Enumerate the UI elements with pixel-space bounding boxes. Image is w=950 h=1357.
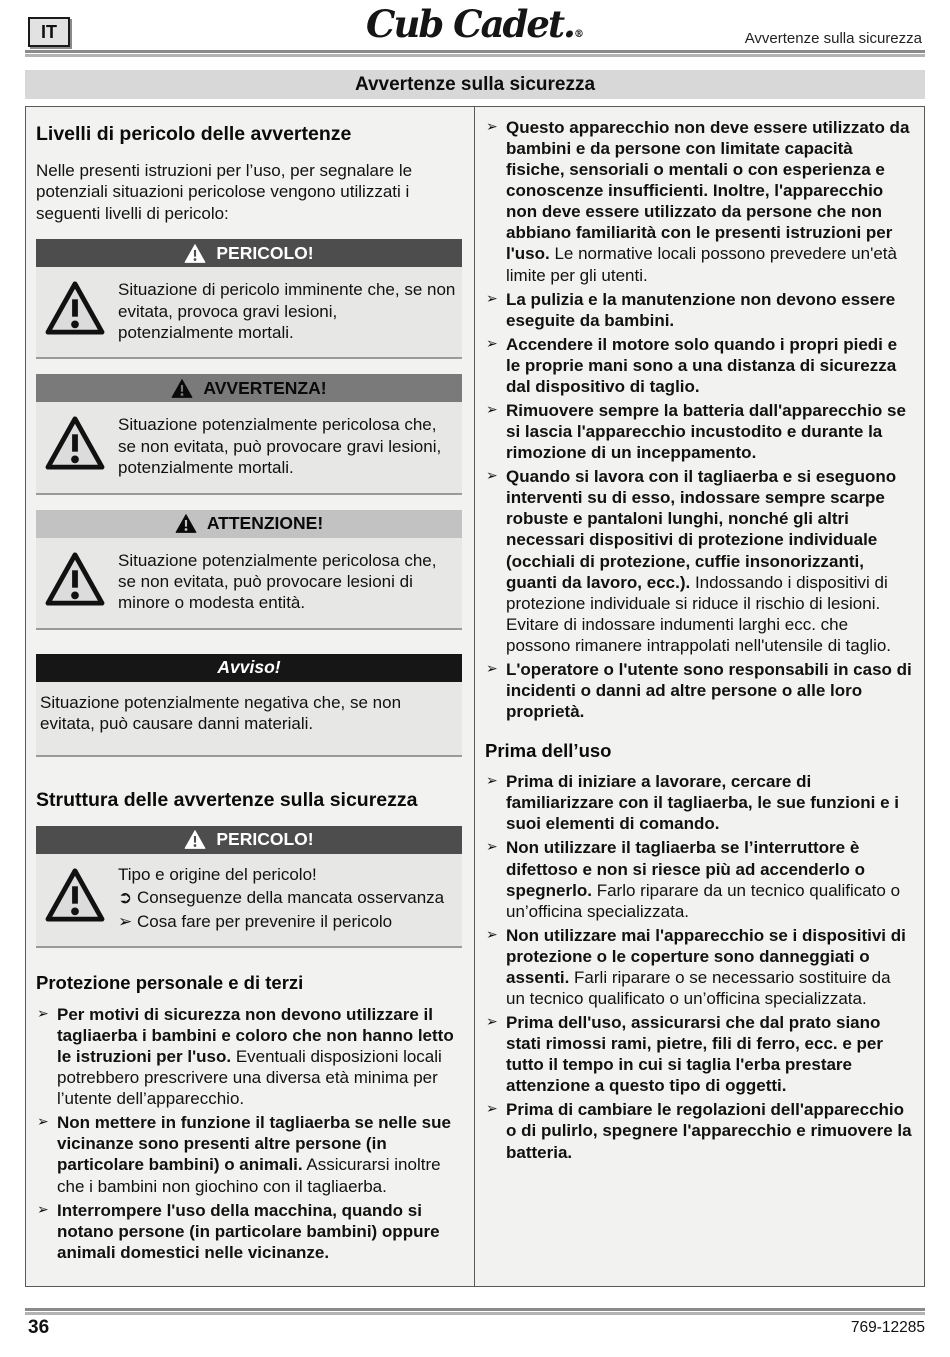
list-item bbox=[36, 1004, 462, 1109]
warning-box-avviso bbox=[36, 654, 462, 757]
warning-body bbox=[36, 267, 462, 357]
page-header bbox=[0, 0, 950, 57]
warning-triangle-icon bbox=[42, 277, 108, 343]
warning-bar-attenzione bbox=[36, 510, 462, 538]
warning-bar-avvertenza bbox=[36, 374, 462, 402]
protection-list-left bbox=[36, 1004, 462, 1263]
consequence-arrow-icon: ➲ bbox=[118, 888, 133, 908]
warning-level-label: PERICOLO! bbox=[216, 242, 314, 263]
list-item-bold: Questo apparecchio non deve essere utilizzato da bambini e da persone con limitate capacità fisiche, sensoriali o mentali o con esperienza e conoscenze insufficienti. Inoltre, l'apparecchio non deve essere utilizzato da persone che non abbiano familiarità con le presenti istruzioni per l'uso. bbox=[506, 118, 910, 264]
example-prevention-line bbox=[118, 911, 444, 932]
warning-body bbox=[36, 854, 462, 946]
list-item-bold: Accendere il motore solo quando i propri piedi e le proprie mani sono a una distanza di sicurezza dal dispositivo di taglio. bbox=[506, 334, 898, 396]
section-heading-structure: Struttura delle avvertenze sulla sicurezza bbox=[36, 788, 418, 811]
warning-triangle-icon bbox=[184, 244, 206, 263]
list-item-bold: Per motivi di sicurezza non devono utilizzare il tagliaerba i bambini e coloro che non hanno letto le istruzioni per l'uso. bbox=[57, 1004, 454, 1067]
arrow-bullet-icon: ➢ bbox=[486, 1013, 498, 1030]
warning-box-pericolo bbox=[36, 239, 462, 359]
content-box bbox=[25, 106, 925, 1287]
section-heading-protection: Protezione personale e di terzi bbox=[36, 971, 304, 993]
example-consequence-line bbox=[118, 887, 444, 908]
list-item-bold: Prima dell'uso, assicurarsi che dal prato siano stati rimossi rami, pietre, fili di ferro, ecc. e per tutto il tempo in cui si taglia l'erba prestare attenzione a questo tipo di oggetti. bbox=[506, 1013, 883, 1096]
header-rule bbox=[25, 50, 925, 57]
arrow-bullet-icon: ➢ bbox=[486, 1100, 498, 1117]
protection-list-right bbox=[485, 117, 912, 722]
warning-triangle-icon bbox=[42, 548, 108, 614]
list-item bbox=[36, 1200, 462, 1263]
list-item bbox=[485, 659, 912, 722]
intro-paragraph: Nelle presenti istruzioni per l’uso, per segnalare le potenziali situazioni pericolose vengono utilizzati i seguenti livelli di pericolo: bbox=[36, 161, 413, 223]
arrow-bullet-icon: ➢ bbox=[37, 1004, 49, 1021]
list-item-text: Eventuali disposizioni locali potrebbero prescrivere una diversa età minima per l’utente dell’apparecchio. bbox=[57, 1047, 442, 1109]
list-item-bold: Quando si lavora con il tagliaerba e si eseguono interventi su di esso, indossare sempre scarpe robuste e pantaloni lunghi, nonché gli altri necessari dispositivi di protezione individuale (occhiali di protezione, cuffie insonorizzanti, guanti da lavoro, ecc.). bbox=[506, 467, 897, 592]
arrow-bullet-icon: ➢ bbox=[37, 1200, 49, 1217]
list-item bbox=[485, 289, 912, 331]
warning-triangle-icon bbox=[171, 379, 193, 398]
list-item-text: Indossando i dispositivi di protezione individuale si riduce il rischio di lesioni. Evitare di indossare indumenti larghi ecc. che possono rimanere intrappolati nell'utensile di taglio. bbox=[506, 572, 892, 655]
list-item-bold: Prima di iniziare a lavorare, cercare di familiarizzare con il tagliaerba, le sue funzioni e i suoi elementi di comando. bbox=[506, 772, 900, 834]
brand-logo-text: Cub Cadet. bbox=[366, 2, 574, 46]
warning-body bbox=[36, 402, 462, 492]
list-item-text: Farli riparare o se necessario sostituire da un tecnico qualificato o un’officina specializzata. bbox=[506, 967, 891, 1008]
arrow-bullet-icon: ➢ bbox=[486, 659, 498, 676]
arrow-bullet-icon: ➢ bbox=[486, 925, 498, 942]
arrow-bullet-icon: ➢ bbox=[486, 118, 498, 134]
list-item-bold: Non utilizzare mai l'apparecchio se i dispositivi di protezione o le coperture sono danneggiati o assenti. bbox=[506, 925, 906, 987]
example-prevention-text: Cosa fare per prevenire il pericolo bbox=[137, 911, 393, 931]
arrow-bullet-icon: ➢ bbox=[486, 467, 498, 484]
example-danger-type: Tipo e origine del pericolo! bbox=[118, 864, 317, 884]
section-heading-before-use: Prima dell’uso bbox=[485, 740, 612, 762]
warning-level-label: ATTENZIONE! bbox=[206, 513, 324, 534]
page-number: 36 bbox=[28, 1317, 50, 1338]
warning-triangle-icon bbox=[42, 412, 108, 478]
list-item bbox=[485, 1099, 912, 1162]
list-item bbox=[485, 334, 912, 397]
list-item bbox=[485, 925, 912, 1009]
right-column bbox=[475, 107, 924, 1286]
warning-bar-pericolo bbox=[36, 239, 462, 267]
language-badge: IT bbox=[28, 17, 70, 47]
warning-triangle-icon bbox=[184, 830, 206, 849]
arrow-bullet-icon: ➢ bbox=[118, 911, 133, 931]
list-item bbox=[485, 466, 912, 656]
list-item bbox=[485, 400, 912, 463]
arrow-bullet-icon: ➢ bbox=[486, 838, 498, 855]
arrow-bullet-icon: ➢ bbox=[486, 401, 498, 418]
arrow-bullet-icon: ➢ bbox=[486, 334, 498, 351]
document-number: 769-12285 bbox=[850, 1319, 925, 1336]
warning-body bbox=[36, 538, 462, 628]
section-heading-danger-levels: Livelli di pericolo delle avvertenze bbox=[36, 123, 352, 145]
before-use-list bbox=[485, 771, 912, 1162]
warning-bar-example bbox=[36, 826, 462, 854]
list-item-bold: Rimuovere sempre la batteria dall'apparecchio se si lascia l'apparecchio incustodito e durante la rimozione di un inceppamento. bbox=[506, 401, 906, 463]
warning-box-example bbox=[36, 826, 462, 948]
list-item-bold: La pulizia e la manutenzione non devono essere eseguite da bambini. bbox=[506, 289, 896, 330]
footer-rule bbox=[25, 1308, 925, 1315]
warning-level-label: Avviso! bbox=[217, 657, 281, 678]
warning-box-attenzione bbox=[36, 510, 462, 630]
list-item-bold: Interrompere l'uso della macchina, quando si notano persone (in particolare bambini) oppure animali domestici nelle vicinanze. bbox=[57, 1200, 440, 1262]
example-consequence-text: Conseguenze della mancata osservanza bbox=[137, 888, 445, 908]
page-title: Avvertenze sulla sicurezza bbox=[25, 70, 925, 99]
warning-text: Situazione potenzialmente negativa che, se non evitata, può causare danni materiali. bbox=[36, 682, 462, 755]
warning-level-label: AVVERTENZA! bbox=[203, 377, 327, 398]
list-item-text: Assicurarsi inoltre che i bambini non giochino con il tagliaerba. bbox=[57, 1155, 441, 1196]
warning-triangle-icon bbox=[175, 514, 197, 533]
arrow-bullet-icon: ➢ bbox=[37, 1113, 49, 1130]
warning-box-avvertenza bbox=[36, 374, 462, 494]
list-item-text: Farlo riparare da un tecnico qualificato o un’officina specializzata. bbox=[506, 880, 901, 921]
list-item-bold: Prima di cambiare le regolazioni dell'apparecchio o di pulirlo, spegnere l'apparecchio e rimuovere la batteria. bbox=[506, 1100, 912, 1162]
list-item-bold: L'operatore o l'utente sono responsabili in caso di incidenti o danni ad altre persone o alle loro proprietà. bbox=[506, 659, 912, 722]
running-header: Avvertenze sulla sicurezza bbox=[744, 30, 922, 47]
warning-text: Situazione potenzialmente pericolosa che, se non evitata, può provocare lesioni di minore o modesta entità. bbox=[118, 550, 437, 613]
list-item bbox=[485, 837, 912, 921]
warning-bar-avviso bbox=[36, 654, 462, 682]
warning-triangle-icon bbox=[42, 864, 108, 932]
arrow-bullet-icon: ➢ bbox=[486, 772, 498, 789]
list-item-bold: Non utilizzare il tagliaerba se l’interruttore è difettoso e non si riesce più ad accenderlo o spegnerlo. bbox=[506, 838, 865, 900]
registered-trademark-icon: ® bbox=[573, 29, 584, 40]
list-item bbox=[485, 117, 912, 286]
warning-text: Situazione potenzialmente pericolosa che, se non evitata, può provocare gravi lesioni, potenzialmente mortali. bbox=[118, 415, 442, 478]
list-item-text: Le normative locali possono prevedere un'età limite per gli utenti. bbox=[506, 244, 897, 285]
warning-text: Situazione di pericolo imminente che, se non evitata, provoca gravi lesioni, potenzialmente mortali. bbox=[118, 280, 456, 343]
list-item bbox=[485, 1012, 912, 1096]
list-item bbox=[485, 771, 912, 834]
warning-level-label: PERICOLO! bbox=[216, 829, 314, 850]
list-item-bold: Non mettere in funzione il tagliaerba se nelle sue vicinanze sono presenti altre persone (in particolare bambini) o animali. bbox=[57, 1113, 451, 1175]
list-item bbox=[36, 1112, 462, 1196]
left-column bbox=[26, 107, 475, 1286]
arrow-bullet-icon: ➢ bbox=[486, 289, 498, 306]
